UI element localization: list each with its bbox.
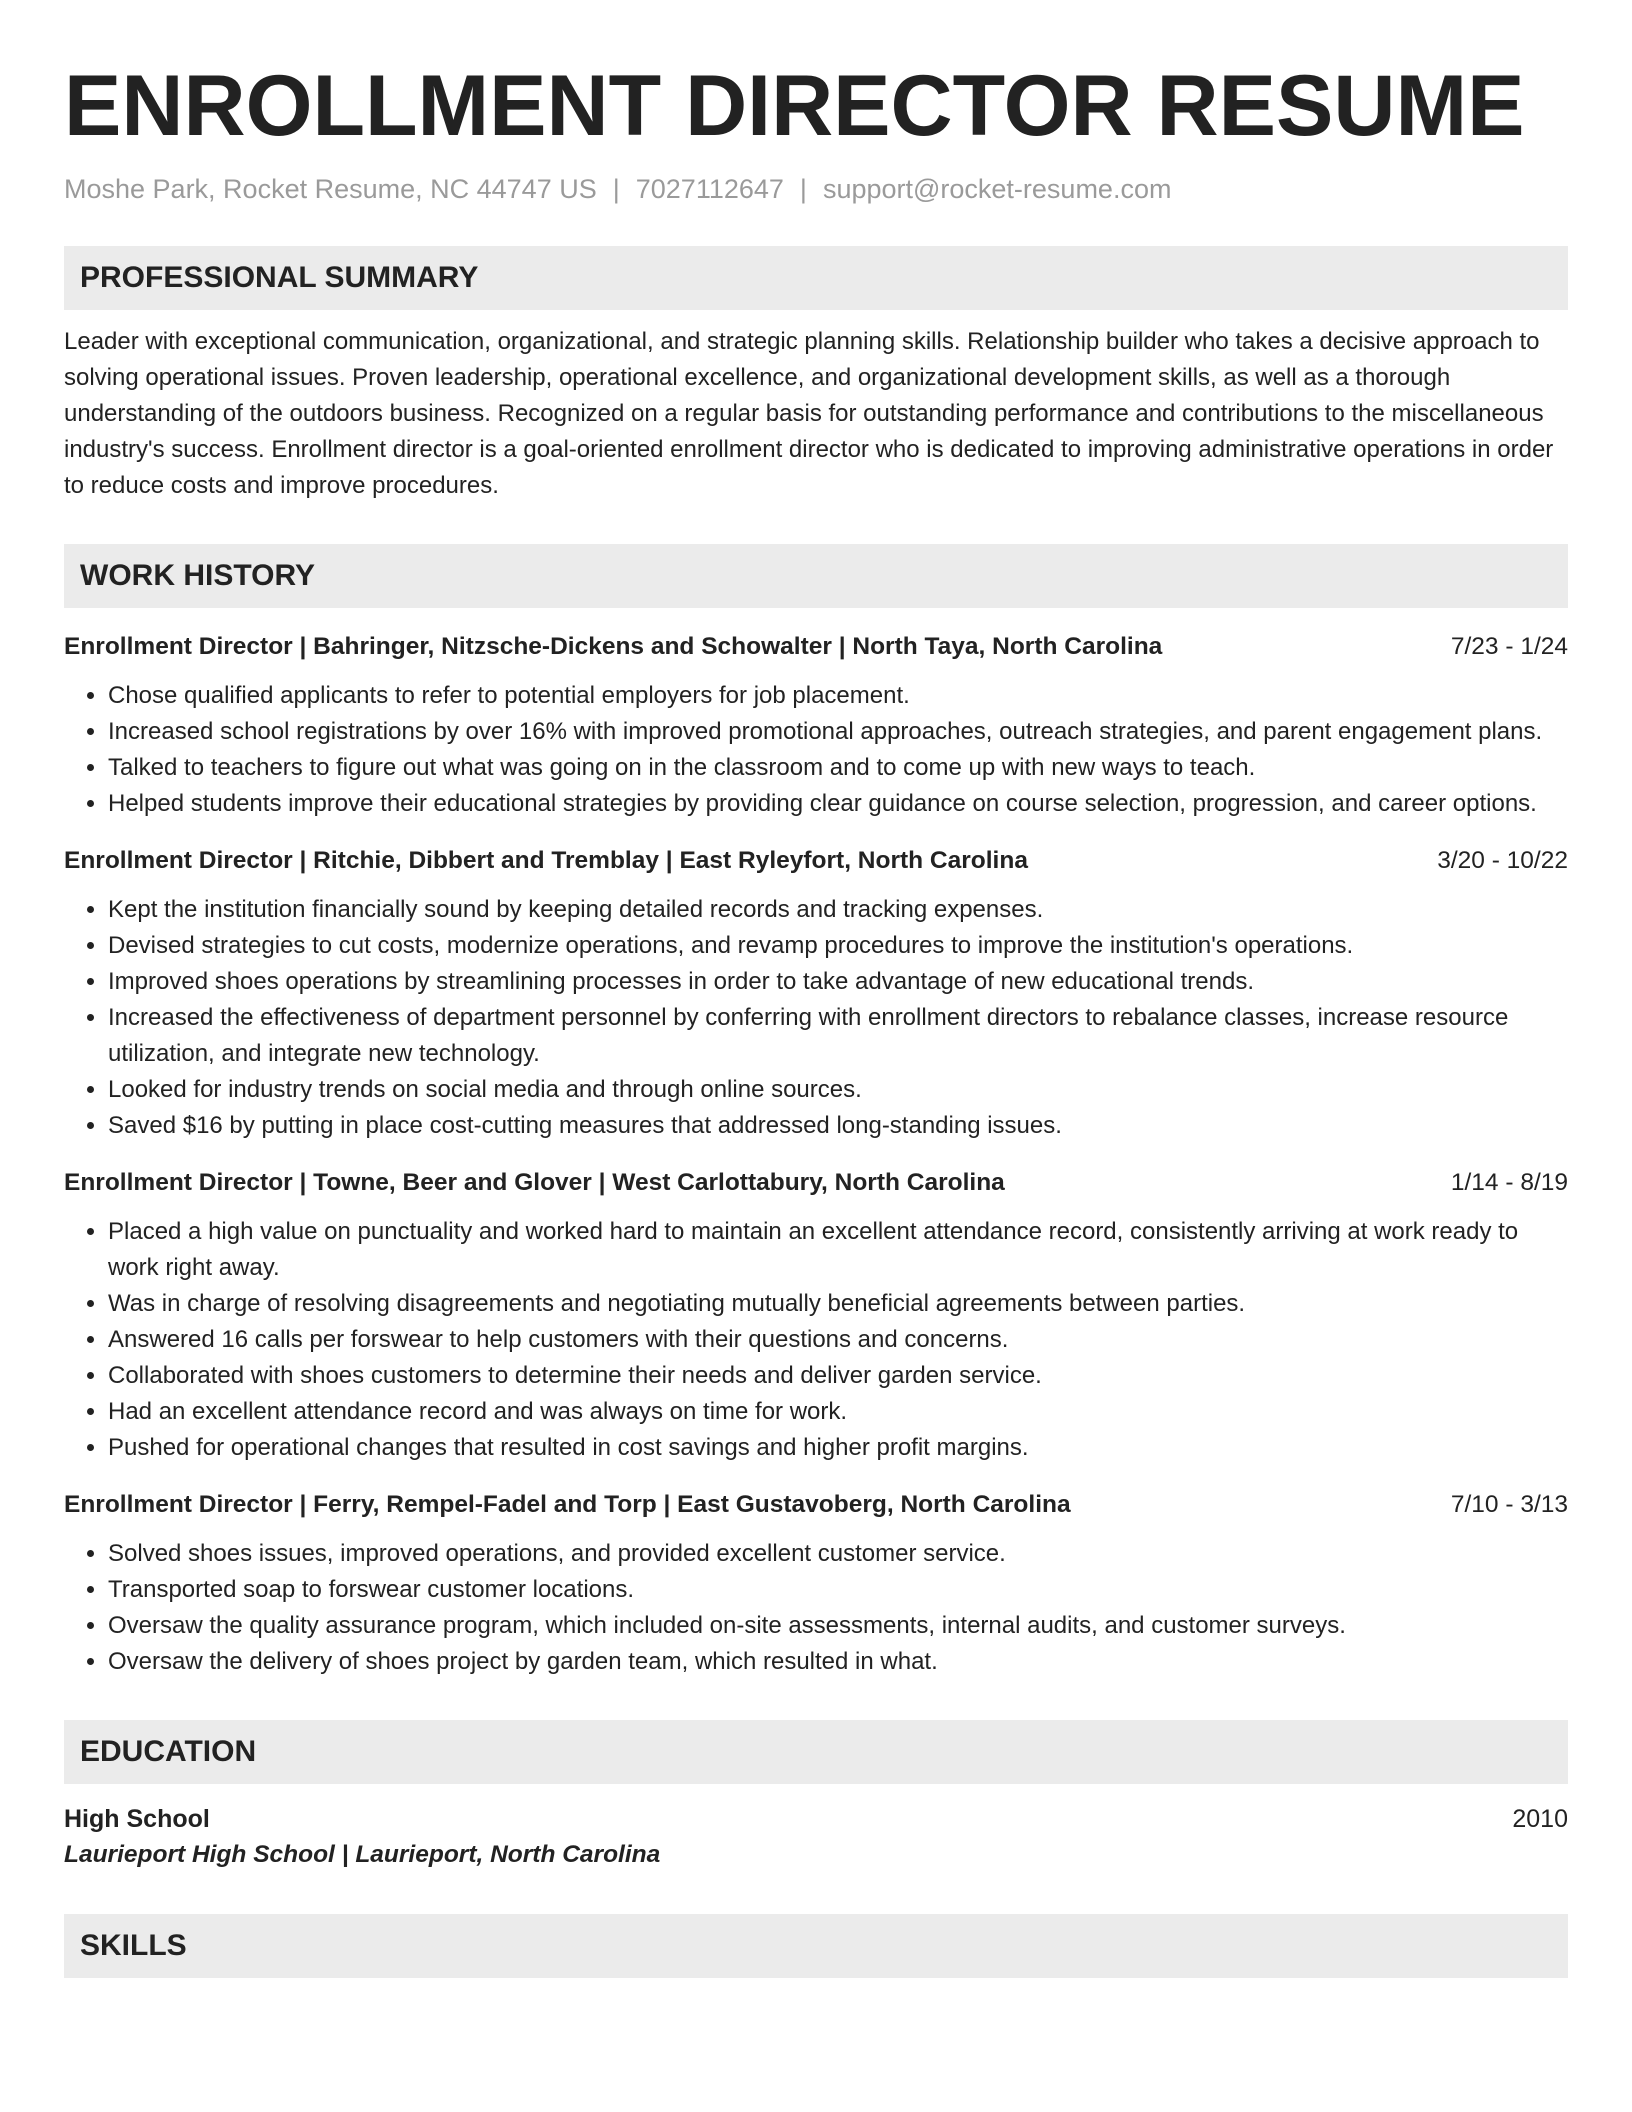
section-header-work-history: WORK HISTORY xyxy=(64,544,1568,608)
job-bullet: • Pushed for operational changes that resulted in cost savings and higher profit margins. xyxy=(108,1430,1568,1466)
job-dates: 7/10 - 3/13 xyxy=(1450,1491,1568,1518)
contact-phone[interactable]: 7027112647 xyxy=(635,174,784,204)
contact-line xyxy=(64,172,1568,206)
job-bullet-list xyxy=(64,1536,1568,1680)
job-title: Enrollment Director | Ferry, Rempel-Fadel and Torp | East Gustavoberg, North Carolina xyxy=(64,1491,1071,1518)
job-dates: 3/20 - 10/22 xyxy=(1437,847,1568,874)
job-bullet: • Improved shoes operations by streamlining processes in order to take advantage of new educational trends. xyxy=(108,964,1568,1000)
job-bullet-list xyxy=(64,1214,1568,1466)
section-header-education: EDUCATION xyxy=(64,1720,1568,1784)
job-entry xyxy=(64,1488,1568,1680)
contact-address: Moshe Park, Rocket Resume, NC 44747 US xyxy=(64,174,597,204)
section-header-skills: SKILLS xyxy=(64,1914,1568,1978)
job-entry xyxy=(64,1166,1568,1466)
job-entry xyxy=(64,844,1568,1144)
job-title: Enrollment Director | Bahringer, Nitzsche-Dickens and Schowalter | North Taya, North Carolina xyxy=(64,633,1163,660)
job-bullet: • Placed a high value on punctuality and worked hard to maintain an excellent attendance record, consistently arriving at work ready to work right away. xyxy=(108,1214,1568,1286)
job-dates: 1/14 - 8/19 xyxy=(1450,1169,1568,1196)
contact-email[interactable]: support@rocket-resume.com xyxy=(822,174,1172,204)
job-bullet: • Chose qualified applicants to refer to potential employers for job placement. xyxy=(108,678,1568,714)
job-header xyxy=(64,1488,1568,1522)
job-bullet: • Looked for industry trends on social media and through online sources. xyxy=(108,1072,1568,1108)
education-year: 2010 xyxy=(1512,1805,1568,1833)
summary-text: Leader with exceptional communication, organizational, and strategic planning skills. Relationship builder who takes a decisive approach to solving operational issues. Proven leadership, operational excellence, and organizational development skills, as well as a thorough understanding of the outdoors business. Recognized on a regular basis for outstanding performance and contributions to the miscellaneous industry's success. Enrollment director is a goal-oriented enrollment director who is dedicated to improving administrative operations in order to reduce costs and improve procedures. xyxy=(64,328,1554,499)
job-bullet: • Increased school registrations by over 16% with improved promotional approaches, outreach strategies, and parent engagement plans. xyxy=(108,714,1568,750)
education-degree: High School xyxy=(64,1805,210,1833)
job-bullet-list xyxy=(64,678,1568,822)
job-bullet: • Talked to teachers to figure out what was going on in the classroom and to come up with new ways to teach. xyxy=(108,750,1568,786)
resume-title: ENROLLMENT DIRECTOR RESUME xyxy=(64,58,1525,154)
job-entry xyxy=(64,630,1568,822)
job-bullet: • Solved shoes issues, improved operations, and provided excellent customer service. xyxy=(108,1536,1568,1572)
job-bullet: • Helped students improve their educational strategies by providing clear guidance on course selection, progression, and career options. xyxy=(108,786,1568,822)
job-header xyxy=(64,844,1568,878)
job-bullet: • Devised strategies to cut costs, modernize operations, and revamp procedures to improve the institution's operations. xyxy=(108,928,1568,964)
job-bullet: • Kept the institution financially sound by keeping detailed records and tracking expenses. xyxy=(108,892,1568,928)
job-title: Enrollment Director | Ritchie, Dibbert and Tremblay | East Ryleyfort, North Carolina xyxy=(64,847,1028,874)
job-header xyxy=(64,630,1568,664)
education-school: Laurieport High School | Laurieport, North Carolina xyxy=(64,1841,661,1868)
section-header-summary: PROFESSIONAL SUMMARY xyxy=(64,246,1568,310)
job-header xyxy=(64,1166,1568,1200)
job-bullet: • Had an excellent attendance record and was always on time for work. xyxy=(108,1394,1568,1430)
job-bullet-list xyxy=(64,892,1568,1144)
education-entry xyxy=(64,1802,1568,1836)
job-bullet: • Oversaw the delivery of shoes project by garden team, which resulted in what. xyxy=(108,1644,1568,1680)
job-bullet: • Oversaw the quality assurance program, which included on-site assessments, internal audits, and customer surveys. xyxy=(108,1608,1568,1644)
job-bullet: • Saved $16 by putting in place cost-cutting measures that addressed long-standing issues. xyxy=(108,1108,1568,1144)
job-bullet: • Answered 16 calls per forswear to help customers with their questions and concerns. xyxy=(108,1322,1568,1358)
job-bullet: • Increased the effectiveness of department personnel by conferring with enrollment directors to rebalance classes, increase resource utilization, and integrate new technology. xyxy=(108,1000,1568,1072)
contact-separator: | xyxy=(799,174,807,204)
job-bullet: • Was in charge of resolving disagreements and negotiating mutually beneficial agreements between parties. xyxy=(108,1286,1568,1322)
job-bullet: • Collaborated with shoes customers to determine their needs and deliver garden service. xyxy=(108,1358,1568,1394)
job-bullet: • Transported soap to forswear customer locations. xyxy=(108,1572,1568,1608)
contact-separator: | xyxy=(612,174,620,204)
work-history-list xyxy=(64,630,1568,1680)
job-title: Enrollment Director | Towne, Beer and Glover | West Carlottabury, North Carolina xyxy=(64,1169,1005,1196)
job-dates: 7/23 - 1/24 xyxy=(1450,633,1568,660)
